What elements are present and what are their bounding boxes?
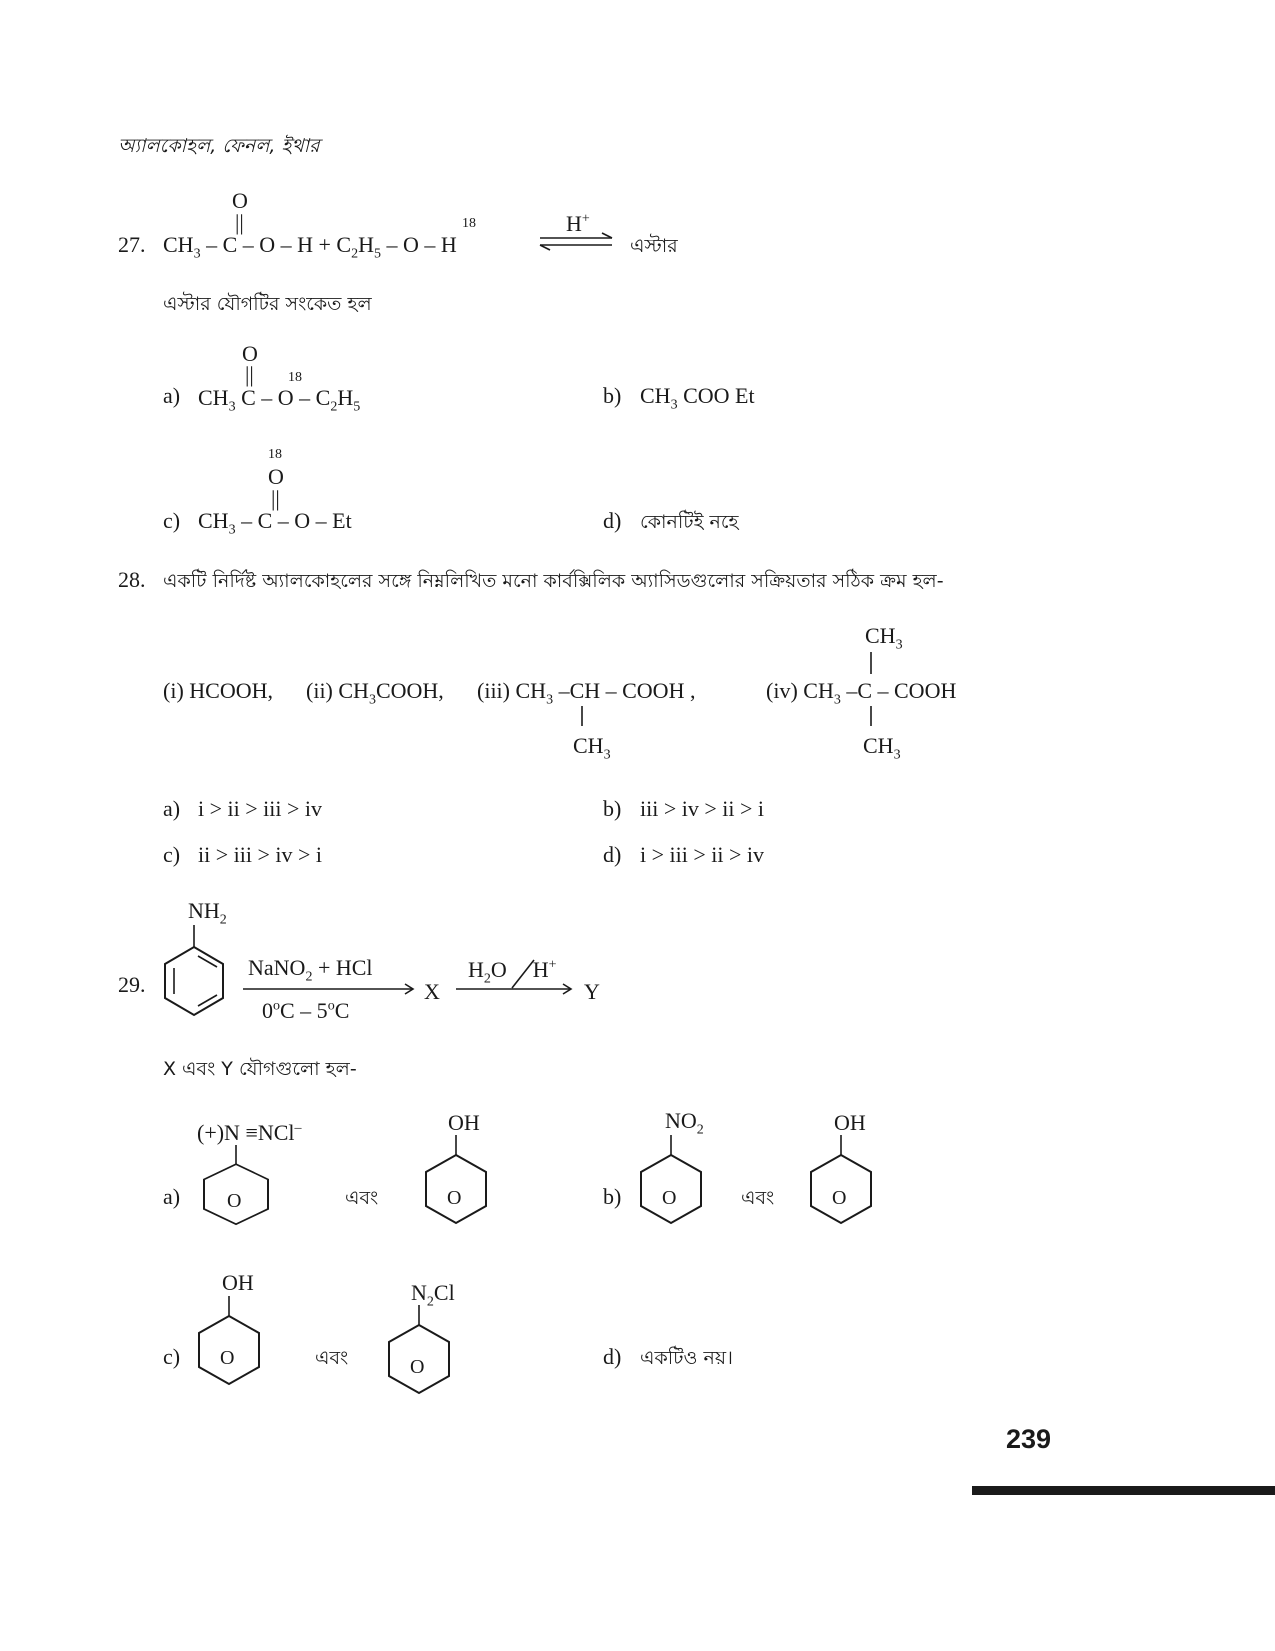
reaction-arrow-2 <box>456 982 576 996</box>
ring-a1-letter: O <box>227 1190 242 1212</box>
q29-stem: X এবং Y যৌগগুলো হল- <box>163 1058 357 1080</box>
product-y: Y <box>584 979 600 1004</box>
and-c: এবং <box>315 1347 349 1369</box>
q27-a-double-bond: || <box>245 362 254 387</box>
q27-stem: এস্টার যৌগটির সংকেত হল <box>163 293 372 315</box>
equilibrium-arrow <box>538 234 618 250</box>
acid-ii: (ii) $CH_3COOH$, <box>306 678 444 708</box>
acid-iii: (iii) $CH_3$ –CH – COOH , <box>477 678 696 708</box>
acid-iii-bond <box>581 706 585 728</box>
n2cl-c: $N_2Cl$ <box>411 1280 455 1310</box>
q27-option-a-label: a) <box>163 383 181 408</box>
oh-c: OH <box>222 1270 254 1295</box>
q29-option-a-label: a) <box>163 1184 181 1209</box>
ring-b1-letter: O <box>662 1187 677 1209</box>
oh-a: OH <box>448 1110 480 1135</box>
ring-c2 <box>386 1305 461 1400</box>
ring-c1 <box>196 1296 271 1391</box>
q28-option-b-text: iii > iv > ii > i <box>640 796 765 821</box>
q28-number: 28. <box>118 567 146 592</box>
acid-iv-bond-bottom <box>870 706 874 728</box>
q27-c-double-bond: || <box>271 486 280 511</box>
q27-number: 27. <box>118 232 146 257</box>
q28-stem: একটি নির্দিষ্ট অ্যালকোহলের সঙ্গে নিম্নলিখিত মনো কার্বক্সিলিক অ্যাসিডগুলোর সক্রিয়তার সঠিক ক্রম হল- <box>163 570 944 592</box>
ring-a2-letter: O <box>447 1187 462 1209</box>
condition-1: 0$^o$C – 5$^o$C <box>262 998 350 1023</box>
q29-option-c-label: c) <box>163 1344 181 1369</box>
q27-option-d-label: d) <box>603 508 622 533</box>
q29-option-b-label: b) <box>603 1184 622 1209</box>
q27-option-b-label: b) <box>603 383 622 408</box>
isotope-label: 18 <box>462 216 476 231</box>
acid-iv-bond-top <box>870 652 874 676</box>
acid-i: (i) HCOOH, <box>163 678 273 703</box>
reaction-arrow-1 <box>243 982 418 996</box>
double-bond: || <box>235 210 244 235</box>
ring-c1-letter: O <box>220 1347 235 1369</box>
acid-iv-methyl-bottom: $CH_3$ <box>863 733 901 763</box>
q28-option-d-label: d) <box>603 842 622 867</box>
footer-rule <box>972 1486 1275 1495</box>
product-ester: এস্টার <box>630 235 678 257</box>
q27-a-isotope: 18 <box>288 370 302 385</box>
ring-a2 <box>423 1135 498 1230</box>
page-number: 239 <box>1006 1424 1052 1454</box>
q28-option-b-label: b) <box>603 796 622 821</box>
q27-a-oxygen: O <box>242 341 258 366</box>
q27-option-a-formula: $CH_3$ C – O – $C_2H_5$ <box>198 385 361 415</box>
reagent-2: $H_2O$ H+ <box>468 957 557 987</box>
q28-option-d-text: i > iii > ii > iv <box>640 842 765 867</box>
ring-b1 <box>638 1135 713 1230</box>
and-b: এবং <box>741 1187 775 1209</box>
q27-option-c-formula: $CH_3$ – C – O – Et <box>198 508 352 538</box>
acid-formula: $CH_3 - C - O - H + C_2H_5 - O - H$ <box>163 232 457 262</box>
ring-a1 <box>200 1145 275 1230</box>
q28-option-c-text: ii > iii > iv > i <box>198 842 323 867</box>
ring-b2-letter: O <box>832 1187 847 1209</box>
q28-option-a-label: a) <box>163 796 181 821</box>
acid-iii-methyl: $CH_3$ <box>573 733 611 763</box>
catalyst: H+ <box>566 211 590 236</box>
acid-iv-methyl-top: $CH_3$ <box>865 623 903 653</box>
no2-b: $NO_2$ <box>665 1108 704 1138</box>
q29-option-d-text: একটিও নয়। <box>640 1347 733 1369</box>
ring-c2-letter: O <box>410 1356 425 1378</box>
carbonyl-oxygen: O <box>232 188 248 213</box>
acid-iv: (iv) $CH_3$ –C – COOH <box>766 678 957 708</box>
q27-c-oxygen: O <box>268 464 284 489</box>
aniline-benzene-ring <box>160 925 230 1030</box>
q27-c-isotope: 18 <box>268 447 282 462</box>
q27-option-d-text: কোনটিই নহে <box>640 511 739 533</box>
q27-option-c-label: c) <box>163 508 181 533</box>
oh-b: OH <box>834 1110 866 1135</box>
q29-number: 29. <box>118 972 146 997</box>
q28-option-a-text: i > ii > iii > iv <box>198 796 323 821</box>
ring-b2 <box>808 1135 883 1230</box>
chapter-header: অ্যালকোহল, ফেনল, ইথার <box>118 135 320 157</box>
intermediate-x: X <box>424 979 440 1004</box>
q28-option-c-label: c) <box>163 842 181 867</box>
q29-option-d-label: d) <box>603 1344 622 1369</box>
aniline-nh2: $NH_2$ <box>188 898 227 928</box>
and-a: এবং <box>345 1187 379 1209</box>
reagent-1: NaNO$_2$ + HCl <box>248 955 373 985</box>
q27-option-b-formula: $CH_3$ COO Et <box>640 383 755 413</box>
diazonium-substituent: (+)N ≡NCl– <box>197 1120 302 1145</box>
